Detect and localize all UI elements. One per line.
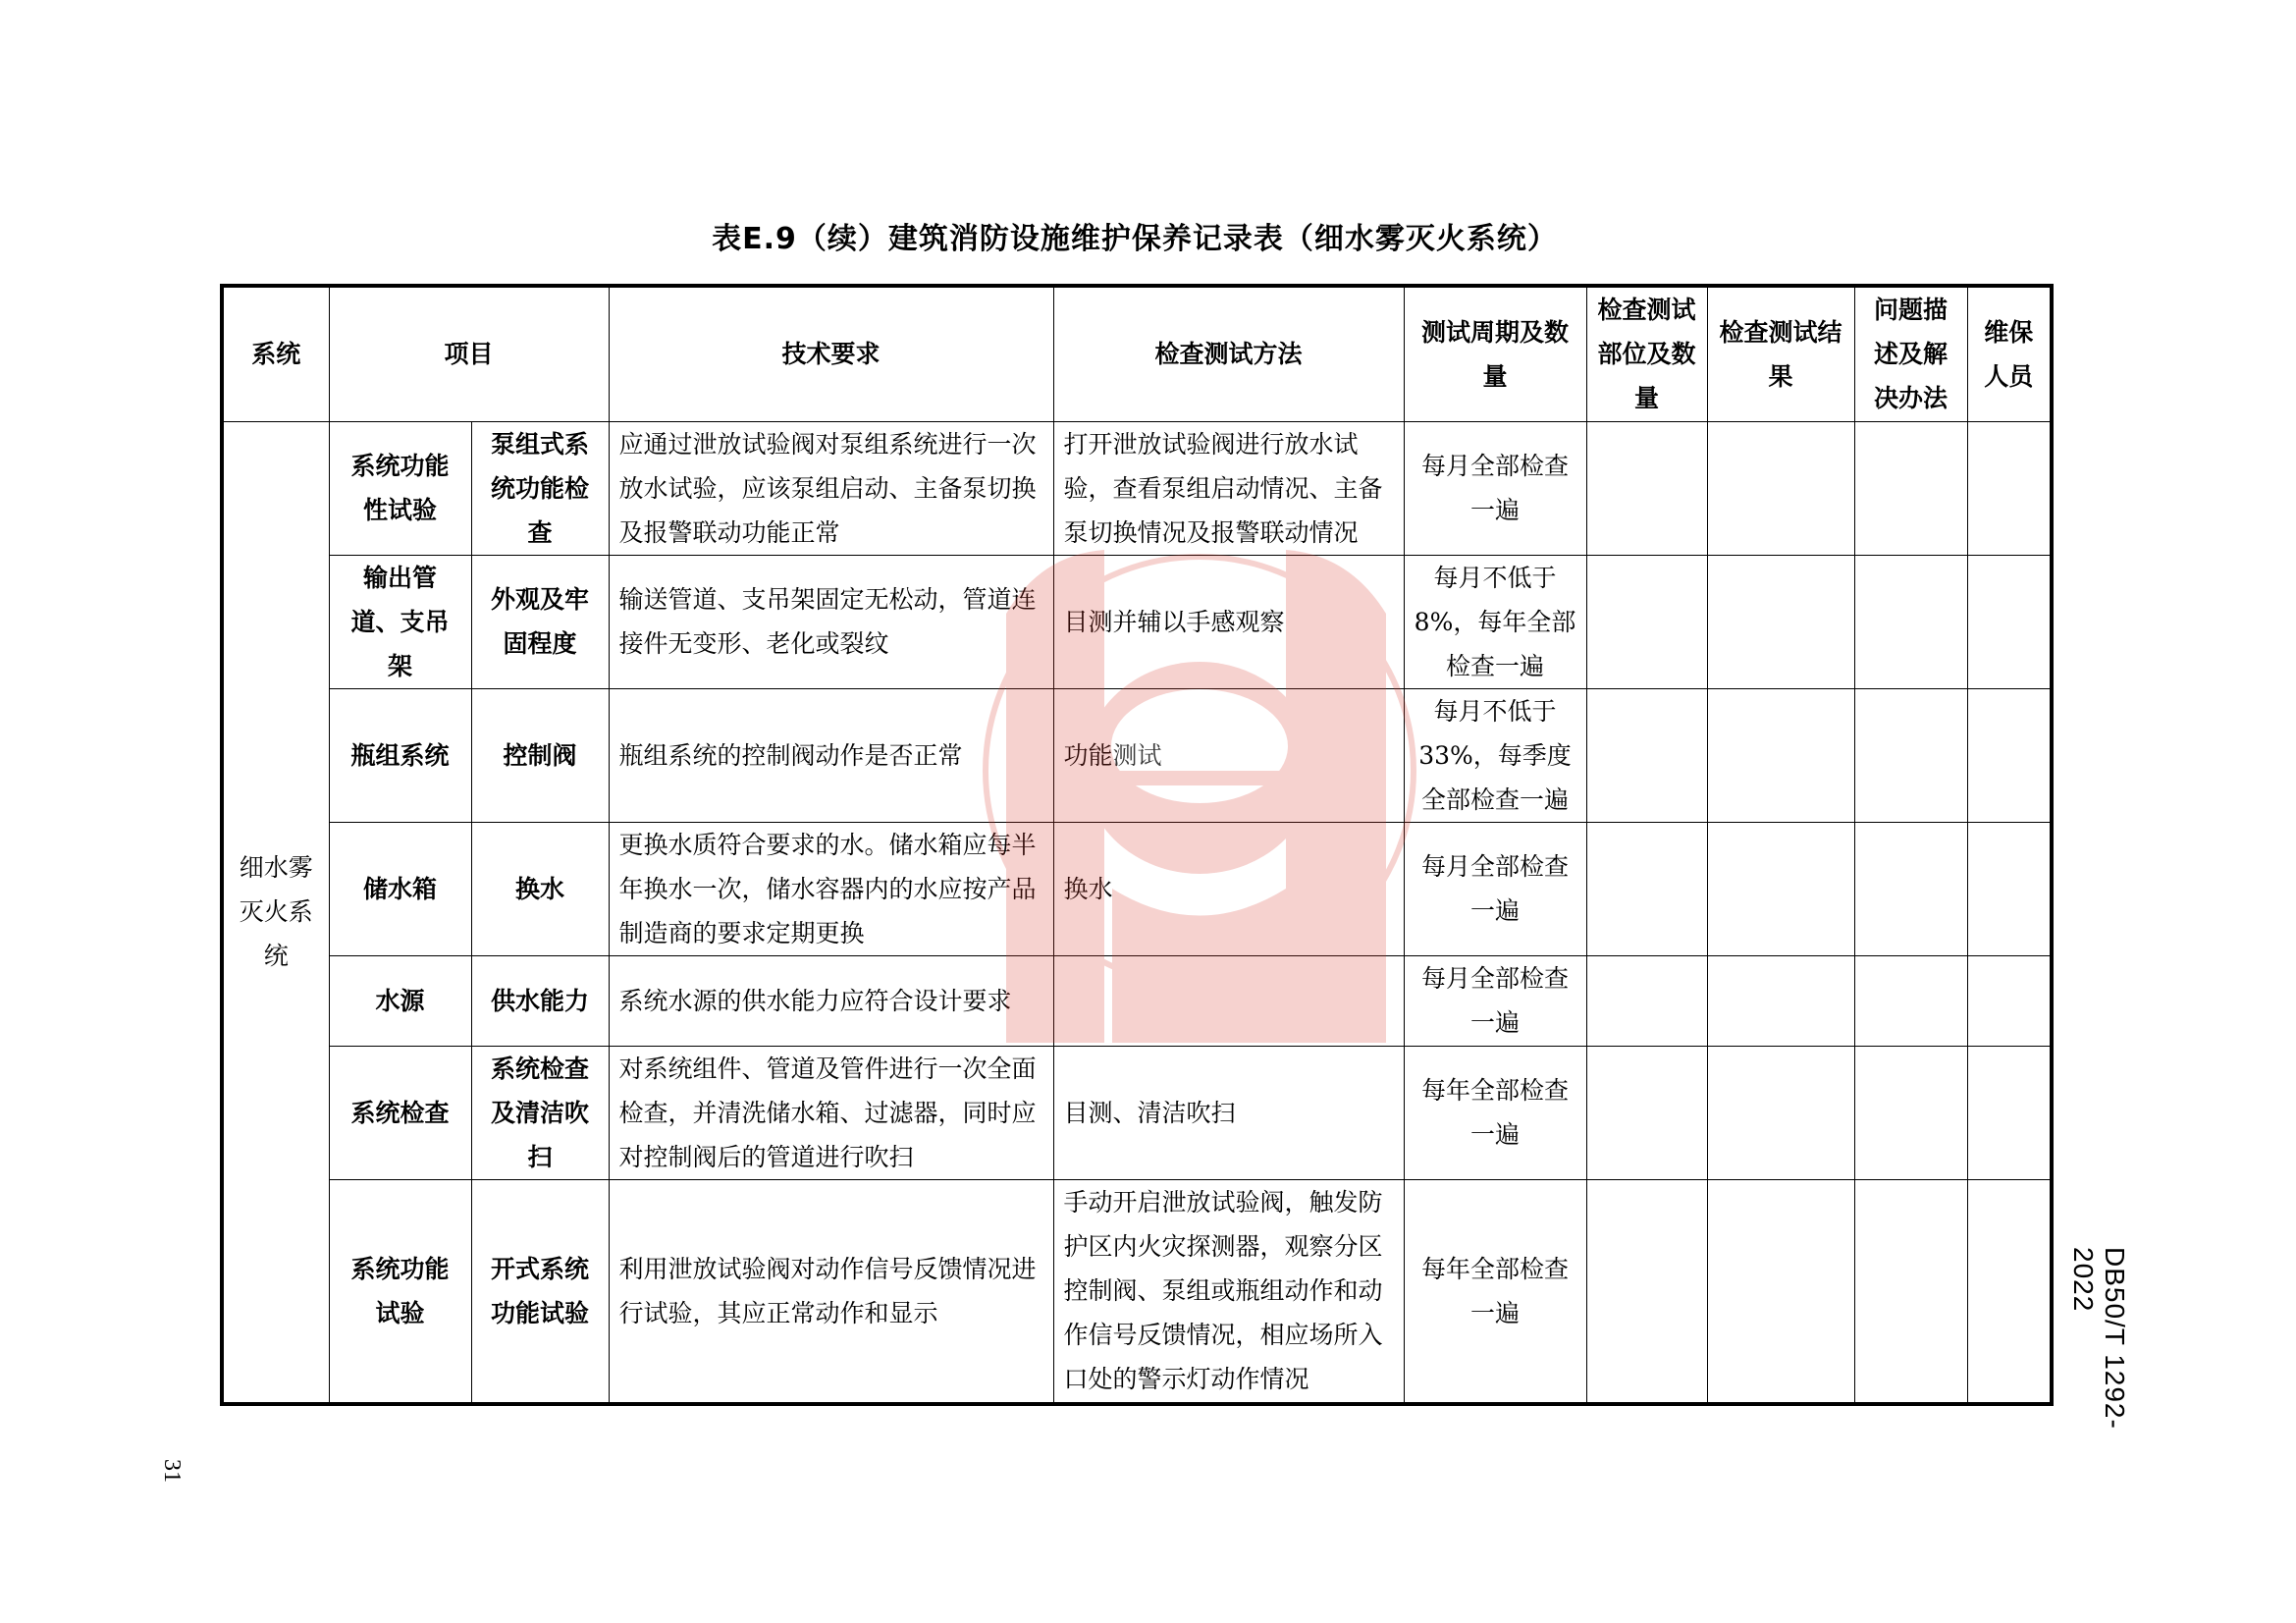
staff-input-cell[interactable] bbox=[1967, 955, 2052, 1046]
problem-input-cell[interactable] bbox=[1854, 1046, 1967, 1179]
method-cell: 目测、清洁吹扫 bbox=[1053, 1046, 1404, 1179]
header-period: 测试周期及数量 bbox=[1404, 286, 1586, 421]
period-cell: 每年全部检查一遍 bbox=[1404, 1179, 1586, 1404]
staff-input-cell[interactable] bbox=[1967, 555, 2052, 688]
sub-item-cell: 系统检查及清洁吹扫 bbox=[471, 1046, 609, 1179]
item-cell: 储水箱 bbox=[329, 822, 471, 955]
period-cell: 每月不低于8%，每年全部检查一遍 bbox=[1404, 555, 1586, 688]
table-title: 表E.9（续）建筑消防设施维护保养记录表（细水雾灭火系统） bbox=[712, 222, 1558, 256]
location-input-cell[interactable] bbox=[1586, 1179, 1707, 1404]
tech-req-cell: 利用泄放试验阀对动作信号反馈情况进行试验，其应正常动作和显示 bbox=[609, 1179, 1053, 1404]
staff-input-cell[interactable] bbox=[1967, 688, 2052, 822]
sub-item-cell: 泵组式系统功能检查 bbox=[471, 421, 609, 555]
problem-input-cell[interactable] bbox=[1854, 688, 1967, 822]
period-cell: 每月不低于33%，每季度全部检查一遍 bbox=[1404, 688, 1586, 822]
system-name-cell: 细水雾灭火系统 bbox=[222, 421, 329, 1404]
table-row bbox=[222, 955, 2052, 1046]
page-number: 31 bbox=[159, 1459, 185, 1483]
tech-req-cell: 对系统组件、管道及管件进行一次全面检查，并清洗储水箱、过滤器，同时应对控制阀后的管道进行吹扫 bbox=[609, 1046, 1053, 1179]
staff-input-cell[interactable] bbox=[1967, 421, 2052, 555]
header-method: 检查测试方法 bbox=[1053, 286, 1404, 421]
table-row bbox=[222, 822, 2052, 955]
header-item: 项目 bbox=[329, 286, 609, 421]
staff-input-cell[interactable] bbox=[1967, 1179, 2052, 1404]
result-input-cell[interactable] bbox=[1707, 1046, 1854, 1179]
header-tech-req: 技术要求 bbox=[609, 286, 1053, 421]
method-cell: 手动开启泄放试验阀，触发防护区内火灾探测器，观察分区控制阀、泵组或瓶组动作和动作信号反馈情况，相应场所入口处的警示灯动作情况 bbox=[1053, 1179, 1404, 1404]
problem-input-cell[interactable] bbox=[1854, 555, 1967, 688]
sub-item-cell: 外观及牢固程度 bbox=[471, 555, 609, 688]
result-input-cell[interactable] bbox=[1707, 688, 1854, 822]
method-cell: 换水 bbox=[1053, 822, 1404, 955]
problem-input-cell[interactable] bbox=[1854, 421, 1967, 555]
sub-item-cell: 开式系统功能试验 bbox=[471, 1179, 609, 1404]
tech-req-cell: 瓶组系统的控制阀动作是否正常 bbox=[609, 688, 1053, 822]
header-system: 系统 bbox=[222, 286, 329, 421]
header-row bbox=[222, 286, 2052, 421]
header-result: 检查测试结果 bbox=[1707, 286, 1854, 421]
item-cell: 水源 bbox=[329, 955, 471, 1046]
table-row bbox=[222, 421, 2052, 555]
sub-item-cell: 换水 bbox=[471, 822, 609, 955]
method-cell: 目测并辅以手感观察 bbox=[1053, 555, 1404, 688]
location-input-cell[interactable] bbox=[1586, 688, 1707, 822]
result-input-cell[interactable] bbox=[1707, 1179, 1854, 1404]
sub-item-cell: 控制阀 bbox=[471, 688, 609, 822]
period-cell: 每月全部检查一遍 bbox=[1404, 822, 1586, 955]
location-input-cell[interactable] bbox=[1586, 555, 1707, 688]
result-input-cell[interactable] bbox=[1707, 555, 1854, 688]
table-row bbox=[222, 1046, 2052, 1179]
staff-input-cell[interactable] bbox=[1967, 1046, 2052, 1179]
header-problem: 问题描述及解决办法 bbox=[1854, 286, 1967, 421]
item-cell: 输出管道、支吊架 bbox=[329, 555, 471, 688]
item-cell: 系统功能试验 bbox=[329, 1179, 471, 1404]
problem-input-cell[interactable] bbox=[1854, 1179, 1967, 1404]
problem-input-cell[interactable] bbox=[1854, 822, 1967, 955]
sub-item-cell: 供水能力 bbox=[471, 955, 609, 1046]
location-input-cell[interactable] bbox=[1586, 822, 1707, 955]
standard-code: DB50/T 1292-2022 bbox=[2068, 1247, 2130, 1430]
header-staff: 维保人员 bbox=[1967, 286, 2052, 421]
table-row bbox=[222, 1179, 2052, 1404]
item-cell: 系统检查 bbox=[329, 1046, 471, 1179]
maintenance-record-table bbox=[220, 284, 2054, 1406]
period-cell: 每月全部检查一遍 bbox=[1404, 421, 1586, 555]
tech-req-cell: 系统水源的供水能力应符合设计要求 bbox=[609, 955, 1053, 1046]
header-location: 检查测试部位及数量 bbox=[1586, 286, 1707, 421]
staff-input-cell[interactable] bbox=[1967, 822, 2052, 955]
method-cell: 打开泄放试验阀进行放水试验，查看泵组启动情况、主备泵切换情况及报警联动情况 bbox=[1053, 421, 1404, 555]
table-row bbox=[222, 555, 2052, 688]
period-cell: 每月全部检查一遍 bbox=[1404, 955, 1586, 1046]
tech-req-cell: 输送管道、支吊架固定无松动，管道连接件无变形、老化或裂纹 bbox=[609, 555, 1053, 688]
period-cell: 每年全部检查一遍 bbox=[1404, 1046, 1586, 1179]
item-cell: 系统功能性试验 bbox=[329, 421, 471, 555]
location-input-cell[interactable] bbox=[1586, 421, 1707, 555]
tech-req-cell: 更换水质符合要求的水。储水箱应每半年换水一次，储水容器内的水应按产品制造商的要求定期更换 bbox=[609, 822, 1053, 955]
location-input-cell[interactable] bbox=[1586, 1046, 1707, 1179]
result-input-cell[interactable] bbox=[1707, 421, 1854, 555]
method-cell: 功能测试 bbox=[1053, 688, 1404, 822]
result-input-cell[interactable] bbox=[1707, 955, 1854, 1046]
item-cell: 瓶组系统 bbox=[329, 688, 471, 822]
table-row bbox=[222, 688, 2052, 822]
location-input-cell[interactable] bbox=[1586, 955, 1707, 1046]
tech-req-cell: 应通过泄放试验阀对泵组系统进行一次放水试验，应该泵组启动、主备泵切换及报警联动功能正常 bbox=[609, 421, 1053, 555]
problem-input-cell[interactable] bbox=[1854, 955, 1967, 1046]
result-input-cell[interactable] bbox=[1707, 822, 1854, 955]
method-cell bbox=[1053, 955, 1404, 1046]
